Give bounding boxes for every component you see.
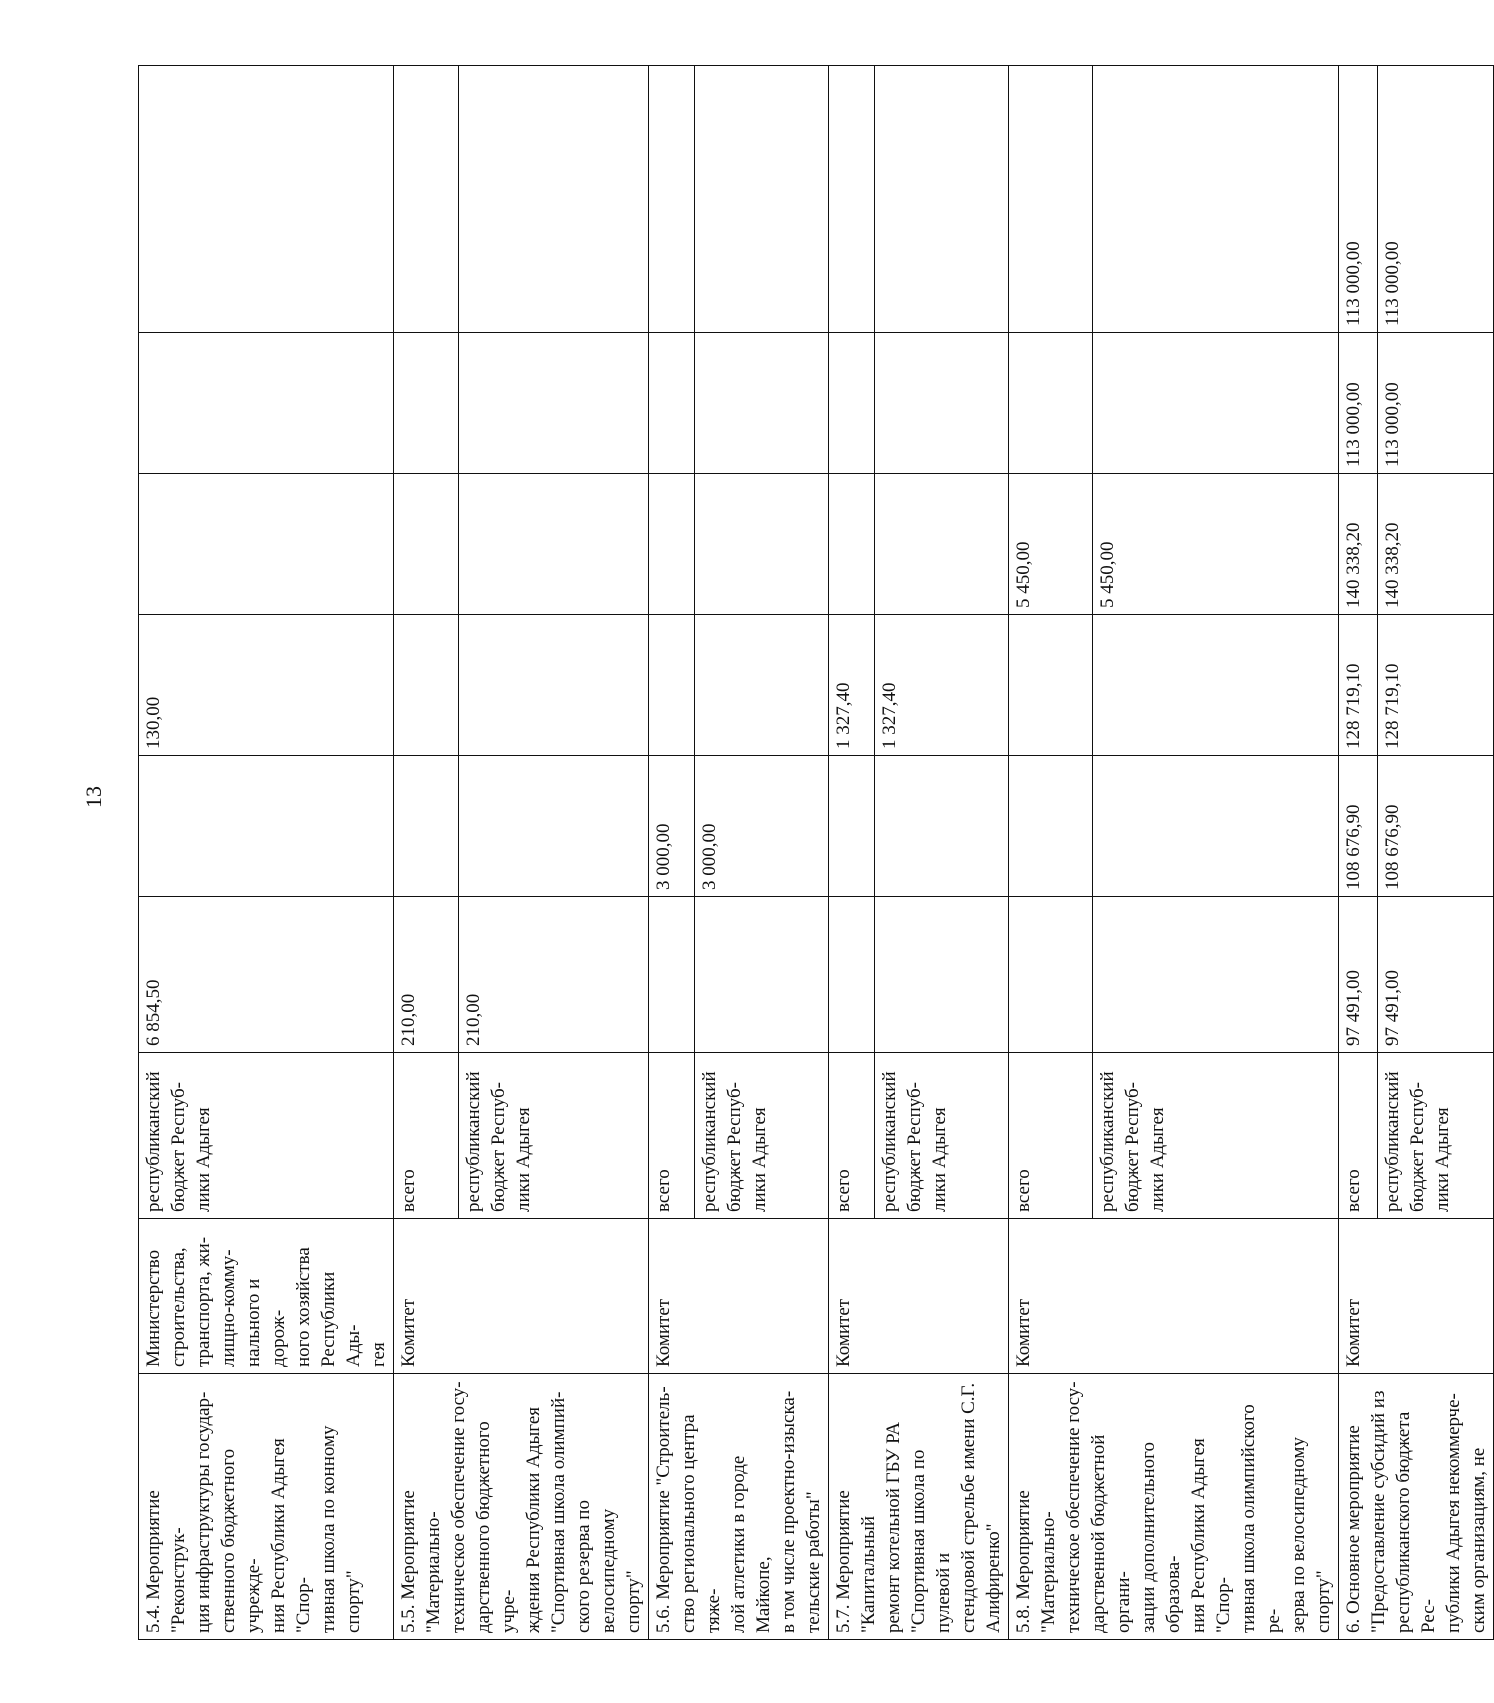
amount-cell xyxy=(829,897,875,1053)
amount-cell xyxy=(394,333,459,474)
executor-cell: Комитет xyxy=(394,1219,649,1374)
amount-cell: 130,00 xyxy=(139,615,394,756)
amount-cell: 113 000,00 xyxy=(1378,66,1494,333)
amount-cell xyxy=(694,66,828,333)
amount-cell xyxy=(874,474,1008,615)
amount-cell: 140 338,20 xyxy=(1339,474,1378,615)
amount-cell: 210,00 xyxy=(458,897,648,1053)
amount-cell xyxy=(1092,615,1338,756)
table-row xyxy=(394,66,459,1640)
amount-cell: 210,00 xyxy=(394,897,459,1053)
funding-source-cell: всего xyxy=(829,1053,875,1219)
amount-cell xyxy=(458,756,648,897)
amount-cell xyxy=(139,66,394,333)
executor-cell: Комитет xyxy=(829,1219,1009,1374)
amount-cell xyxy=(649,897,695,1053)
amount-cell: 128 719,10 xyxy=(1339,615,1378,756)
amount-cell xyxy=(1092,333,1338,474)
amount-cell xyxy=(1009,897,1093,1053)
amount-cell xyxy=(649,66,695,333)
table-row xyxy=(139,66,394,1640)
amount-cell xyxy=(139,474,394,615)
amount-cell: 97 491,00 xyxy=(1378,897,1494,1053)
executor-cell: Министерство строительства, транспорта, жи- лищно-комму- нального и дорож- ного хозяйства Республики Ады- гея xyxy=(139,1219,394,1374)
amount-cell xyxy=(1009,615,1093,756)
measure-cell: 5.5. Мероприятие "Материально- техническое обеспечение госу- дарственного бюджетного учре- ждения Республики Адыгея "Спортивная школа олимпий- ского резерва по велосипедному спорту" xyxy=(394,1374,649,1640)
amount-cell xyxy=(649,615,695,756)
amount-cell xyxy=(1092,66,1338,333)
measure-cell: 6. Основное мероприятие "Предоставление субсидий из республиканского бюджета Рес- публики Адыгея некоммерче- ским организациям, не xyxy=(1339,1374,1494,1640)
executor-cell: Комитет xyxy=(649,1219,829,1374)
amount-cell xyxy=(458,66,648,333)
funding-source-cell: всего xyxy=(1009,1053,1093,1219)
measure-cell: 5.8. Мероприятие "Материально- техническое обеспечение госу- дарственной бюджетной органи- зации дополнительного образова- ния Республики Адыгея "Спор- тивная школа олимпийского ре- зерва по велосипедному спорту" xyxy=(1009,1374,1339,1640)
amount-cell: 5 450,00 xyxy=(1009,474,1093,615)
funding-source-cell: всего xyxy=(394,1053,459,1219)
budget-table-body xyxy=(139,66,1494,1640)
amount-cell: 113 000,00 xyxy=(1378,333,1494,474)
amount-cell xyxy=(874,333,1008,474)
amount-cell: 1 327,40 xyxy=(874,615,1008,756)
funding-source-cell: всего xyxy=(1339,1053,1378,1219)
amount-cell xyxy=(694,474,828,615)
amount-cell xyxy=(694,897,828,1053)
amount-cell xyxy=(394,615,459,756)
amount-cell xyxy=(394,474,459,615)
funding-source-cell: республиканский бюджет Респуб- лики Адыгея xyxy=(694,1053,828,1219)
table-row xyxy=(649,66,695,1640)
amount-cell xyxy=(394,756,459,897)
funding-source-cell: республиканский бюджет Респуб- лики Адыгея xyxy=(139,1053,394,1219)
amount-cell: 97 491,00 xyxy=(1339,897,1378,1053)
measure-cell: 5.4. Мероприятие "Реконструк- ция инфраструктуры государ- ственного бюджетного учрежде- ния Республики Адыгея "Спор- тивная школа по конному спорту" xyxy=(139,1374,394,1640)
funding-source-cell: республиканский бюджет Респуб- лики Адыгея xyxy=(874,1053,1008,1219)
page-number: 13 xyxy=(81,786,106,808)
amount-cell: 1 327,40 xyxy=(829,615,875,756)
funding-source-cell: всего xyxy=(649,1053,695,1219)
amount-cell: 3 000,00 xyxy=(694,756,828,897)
executor-cell: Комитет xyxy=(1009,1219,1339,1374)
amount-cell: 140 338,20 xyxy=(1378,474,1494,615)
executor-cell: Комитет xyxy=(1339,1219,1494,1374)
measure-cell: 5.7. Мероприятие "Капитальный ремонт котельной ГБУ РА "Спортивная школа по пулевой и стендовой стрельбе имени С.Г. Алифиренко" xyxy=(829,1374,1009,1640)
budget-table xyxy=(138,65,1494,1640)
amount-cell: 5 450,00 xyxy=(1092,474,1338,615)
amount-cell xyxy=(874,897,1008,1053)
amount-cell: 108 676,90 xyxy=(1339,756,1378,897)
amount-cell xyxy=(694,615,828,756)
table-row xyxy=(1009,66,1093,1640)
amount-cell xyxy=(139,756,394,897)
amount-cell xyxy=(394,66,459,333)
amount-cell xyxy=(829,333,875,474)
amount-cell xyxy=(829,756,875,897)
amount-cell xyxy=(829,474,875,615)
amount-cell xyxy=(1092,756,1338,897)
measure-cell: 5.6. Мероприятие "Строитель- ство регионального центра тяже- лой атлетики в городе Майкопе, в том числе проектно-изыска- тельские работы" xyxy=(649,1374,829,1640)
table-row xyxy=(829,66,875,1640)
amount-cell xyxy=(829,66,875,333)
table-row xyxy=(1339,66,1378,1640)
funding-source-cell: республиканский бюджет Респуб- лики Адыгея xyxy=(1378,1053,1494,1219)
amount-cell: 113 000,00 xyxy=(1339,66,1378,333)
amount-cell xyxy=(649,333,695,474)
amount-cell xyxy=(874,66,1008,333)
amount-cell: 6 854,50 xyxy=(139,897,394,1053)
amount-cell xyxy=(458,474,648,615)
amount-cell: 113 000,00 xyxy=(1339,333,1378,474)
amount-cell xyxy=(458,615,648,756)
amount-cell xyxy=(458,333,648,474)
amount-cell: 3 000,00 xyxy=(649,756,695,897)
amount-cell xyxy=(1092,897,1338,1053)
funding-source-cell: республиканский бюджет Респуб- лики Адыгея xyxy=(1092,1053,1338,1219)
amount-cell: 108 676,90 xyxy=(1378,756,1494,897)
funding-source-cell: республиканский бюджет Респуб- лики Адыгея xyxy=(458,1053,648,1219)
amount-cell xyxy=(874,756,1008,897)
amount-cell xyxy=(694,333,828,474)
amount-cell xyxy=(139,333,394,474)
budget-table-container xyxy=(138,66,1489,1640)
amount-cell xyxy=(1009,66,1093,333)
amount-cell: 128 719,10 xyxy=(1378,615,1494,756)
amount-cell xyxy=(649,474,695,615)
amount-cell xyxy=(1009,756,1093,897)
amount-cell xyxy=(1009,333,1093,474)
